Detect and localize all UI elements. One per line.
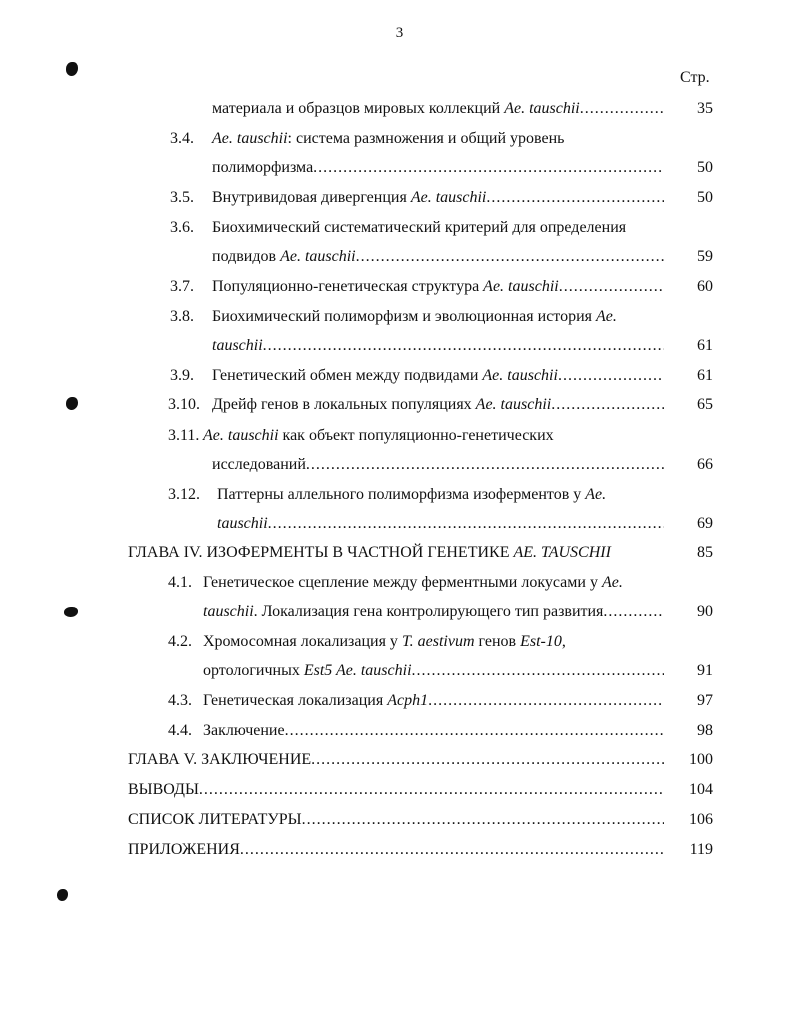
toc-entry (0, 128, 799, 150)
toc-section-number: 4.4. (168, 722, 192, 739)
toc-entry (0, 809, 799, 831)
toc-entry-title (212, 246, 356, 268)
toc-entry (0, 749, 799, 771)
toc-page-number: 50 (697, 189, 713, 206)
toc-leader-dots (558, 365, 664, 387)
toc-entry (0, 335, 799, 357)
toc-title-italic: tauschii (212, 337, 263, 354)
toc-leader-dots (199, 779, 664, 801)
toc-title-italic: Est5 Ae. tauschii (303, 662, 412, 679)
toc-title-italic: tauschii (203, 603, 254, 620)
toc-title-text: как объект популяционно-генетических (278, 427, 554, 444)
toc-entry (0, 276, 799, 298)
toc-title-text: Дрейф генов в локальных популяциях (212, 396, 476, 413)
toc-entry-title (203, 690, 428, 712)
toc-leader-dots (302, 809, 664, 831)
toc-title-text: Популяционно-генетическая структура (212, 278, 484, 295)
toc-title-italic: Ae. (596, 308, 617, 325)
toc-entry (0, 720, 799, 742)
toc-entry (0, 157, 799, 179)
toc-title-text: Генетическое сцепление между ферментными локусами у (203, 574, 602, 591)
toc-title-italic: Ae. tauschii (203, 427, 279, 444)
toc-title-text: ПРИЛОЖЕНИЯ (128, 841, 240, 858)
toc-entry (0, 365, 799, 387)
toc-title-text: ГЛАВА IV. ИЗОФЕРМЕНТЫ В ЧАСТНОЙ ГЕНЕТИКЕ (128, 544, 514, 561)
toc-entry (0, 484, 799, 506)
toc-leader-dots (311, 749, 664, 771)
toc-title-italic: T. aestivum (401, 633, 475, 650)
toc-leader-dots (559, 276, 664, 298)
page-number: 3 (395, 25, 404, 41)
toc-title-text: . Локализация гена контролирующего тип развития (253, 603, 604, 620)
page-column-label: Стр. (680, 69, 710, 86)
toc-leader-dots (268, 513, 664, 535)
toc-title-italic: Ae. tauschii (504, 100, 580, 117)
toc-section-number: 3.11. (168, 427, 200, 444)
toc-title-italic: AE. TAUSCHII (513, 544, 611, 561)
toc-page-number: 61 (697, 367, 713, 384)
toc-leader-dots (263, 335, 664, 357)
toc-title-text: : система размножения и общий уровень (287, 130, 565, 147)
toc-entry (0, 187, 799, 209)
toc-entry-title (203, 660, 412, 682)
toc-entry-title (212, 98, 580, 120)
toc-entry-title (203, 572, 623, 594)
toc-entry-title (212, 394, 551, 416)
toc-section-number: 4.1. (168, 574, 192, 591)
toc-title-text: Генетическая локализация (203, 692, 388, 709)
toc-section-number: 3.4. (170, 130, 194, 147)
toc-page-number: 104 (689, 781, 713, 798)
toc-entry (0, 454, 799, 476)
toc-entry-title (128, 839, 240, 861)
toc-entry-title (128, 749, 311, 771)
toc-title-italic: Ae. tauschii (280, 248, 356, 265)
toc-entry (0, 779, 799, 801)
toc-section-number: 3.12. (168, 486, 200, 503)
toc-section-number: 3.10. (168, 396, 200, 413)
toc-title-italic: Ae. (601, 574, 623, 591)
toc-page-number: 90 (697, 603, 713, 620)
toc-title-italic: Ae. tauschii (475, 396, 552, 413)
toc-page-number: 65 (697, 396, 713, 413)
toc-entry (0, 425, 799, 447)
toc-page-number: 60 (697, 278, 713, 295)
toc-title-italic: Ae. tauschii (410, 189, 487, 206)
toc-entry-title (212, 128, 564, 150)
toc-leader-dots (313, 157, 664, 179)
toc-leader-dots (306, 454, 664, 476)
toc-title-text: Паттерны аллельного полиморфизма изоферментов у (217, 486, 586, 503)
toc-section-number: 4.3. (168, 692, 192, 709)
toc-leader-dots (551, 394, 664, 416)
toc-page-number: 97 (697, 692, 713, 709)
toc-title-italic: Ae. tauschii (212, 130, 288, 147)
toc-entry-title (128, 809, 302, 831)
toc-entry (0, 246, 799, 268)
toc-title-text: исследований (212, 456, 306, 473)
toc-entry-title (128, 542, 611, 564)
toc-entry (0, 542, 799, 564)
toc-leader-dots (240, 839, 664, 861)
toc-entry-title (212, 187, 486, 209)
toc-section-number: 4.2. (168, 633, 192, 650)
toc-title-italic: Ae. tauschii (482, 367, 558, 384)
toc-entry-title (203, 425, 554, 447)
toc-leader-dots (486, 187, 664, 209)
toc-entry-title (217, 513, 268, 535)
toc-title-text: Хромосомная локализация у (203, 633, 402, 650)
toc-entry-title (212, 217, 626, 239)
toc-section-number: 3.8. (170, 308, 194, 325)
toc-entry-title (212, 276, 559, 298)
toc-leader-dots (356, 246, 664, 268)
toc-title-text: генов (474, 633, 521, 650)
toc-section-number: 3.6. (170, 219, 194, 236)
toc-entry-title (203, 601, 603, 623)
toc-entry (0, 572, 799, 594)
toc-entry (0, 839, 799, 861)
toc-entry-title (212, 454, 306, 476)
toc-entry (0, 690, 799, 712)
toc-title-italic: tauschii (217, 515, 268, 532)
toc-section-number: 3.9. (170, 367, 194, 384)
toc-page-number: 91 (697, 662, 713, 679)
toc-page-number: 98 (697, 722, 713, 739)
toc-leader-dots (285, 720, 664, 742)
toc-entry-title (212, 157, 313, 179)
toc-entry (0, 217, 799, 239)
toc-entry (0, 513, 799, 535)
toc-entry (0, 394, 799, 416)
toc-entry-title (203, 631, 566, 653)
toc-page-number: 35 (697, 100, 713, 117)
toc-leader-dots (603, 601, 664, 623)
toc-entry (0, 98, 799, 120)
toc-leader-dots (580, 98, 664, 120)
toc-title-text: Биохимический систематический критерий для определения (212, 219, 627, 236)
toc-entry-title (212, 365, 558, 387)
toc-title-italic: Est-10 (520, 633, 562, 650)
toc-title-italic: Ae. (585, 486, 607, 503)
toc-entry-title (203, 720, 285, 742)
toc-title-text: материала и образцов мировых коллекций (212, 100, 505, 117)
toc-entry (0, 660, 799, 682)
toc-section-number: 3.7. (170, 278, 194, 295)
toc-title-text: полиморфизма (212, 159, 314, 176)
toc-page-number: 85 (697, 544, 713, 561)
toc-entry (0, 601, 799, 623)
toc-entry (0, 306, 799, 328)
toc-page-number: 50 (697, 159, 713, 176)
toc-title-text: Внутривидовая дивергенция (212, 189, 411, 206)
toc-page-number: 119 (689, 841, 713, 858)
toc-entry (0, 631, 799, 653)
toc-page-number: 59 (697, 248, 713, 265)
toc-title-italic: Ae. tauschii (483, 278, 559, 295)
toc-page-number: 69 (697, 515, 713, 532)
toc-title-text: Генетический обмен между подвидами (212, 367, 483, 384)
toc-title-text: , (561, 633, 566, 650)
toc-title-text: подвидов (212, 248, 281, 265)
toc-title-text: Заключение (203, 722, 285, 739)
toc-title-text: Биохимический полиморфизм и эволюционная история (212, 308, 596, 325)
toc-page-number: 106 (689, 811, 713, 828)
toc-section-number: 3.5. (170, 189, 194, 206)
toc-entry-title (217, 484, 606, 506)
toc-title-text: ортологичных (203, 662, 304, 679)
toc-entry-title (212, 335, 263, 357)
toc-leader-dots (428, 690, 664, 712)
toc-page-number: 61 (697, 337, 713, 354)
toc-title-text: СПИСОК ЛИТЕРАТУРЫ (128, 811, 302, 828)
toc-title-text: ГЛАВА V. ЗАКЛЮЧЕНИЕ (128, 751, 312, 768)
toc-entry-title (128, 779, 199, 801)
toc-title-italic: Acph1 (387, 692, 429, 709)
toc-leader-dots (412, 660, 664, 682)
toc-page-number: 100 (689, 751, 713, 768)
toc-page-number: 66 (697, 456, 713, 473)
toc-title-text: ВЫВОДЫ (128, 781, 199, 798)
toc-entry-title (212, 306, 617, 328)
